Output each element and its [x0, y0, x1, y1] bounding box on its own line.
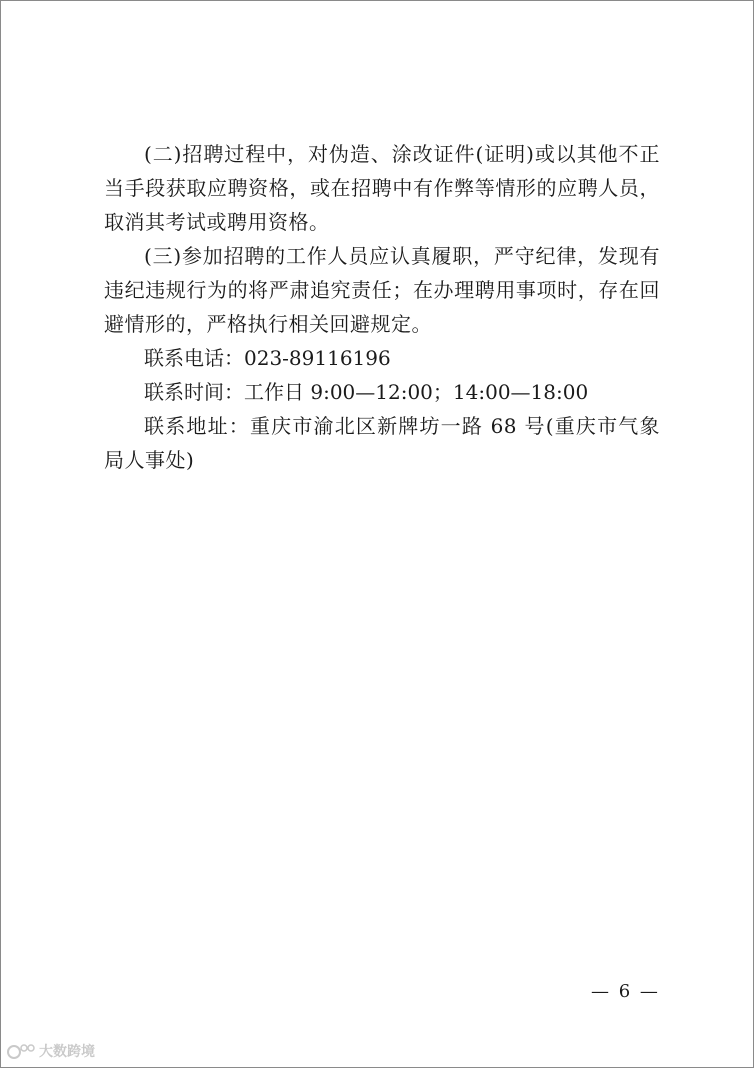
- contact-address: 联系地址：重庆市渝北区新牌坊一路 68 号(重庆市气象局人事处): [104, 414, 660, 472]
- watermark: [7, 1041, 95, 1061]
- page-number: — 6 —: [591, 981, 660, 1002]
- watermark-text: 大数跨境: [39, 1044, 95, 1060]
- document-body: [104, 137, 660, 477]
- paragraph-item-3: (三)参加招聘的工作人员应认真履职，严守纪律，发现有违纪违规行为的将严肃追究责任；在办理聘用事项时，存在回避情形的，严格执行相关回避规定。: [104, 244, 660, 336]
- paragraph-item-2: (二)招聘过程中，对伪造、涂改证件(证明)或以其他不正当手段获取应聘资格，或在招聘中有作弊等情形的应聘人员，取消其考试或聘用资格。: [104, 142, 660, 234]
- watermark-logo-icon: [7, 1042, 35, 1060]
- contact-hours: 联系时间：工作日 9:00—12:00；14:00—18:00: [144, 380, 589, 404]
- contact-phone: 联系电话：023-89116196: [144, 346, 391, 370]
